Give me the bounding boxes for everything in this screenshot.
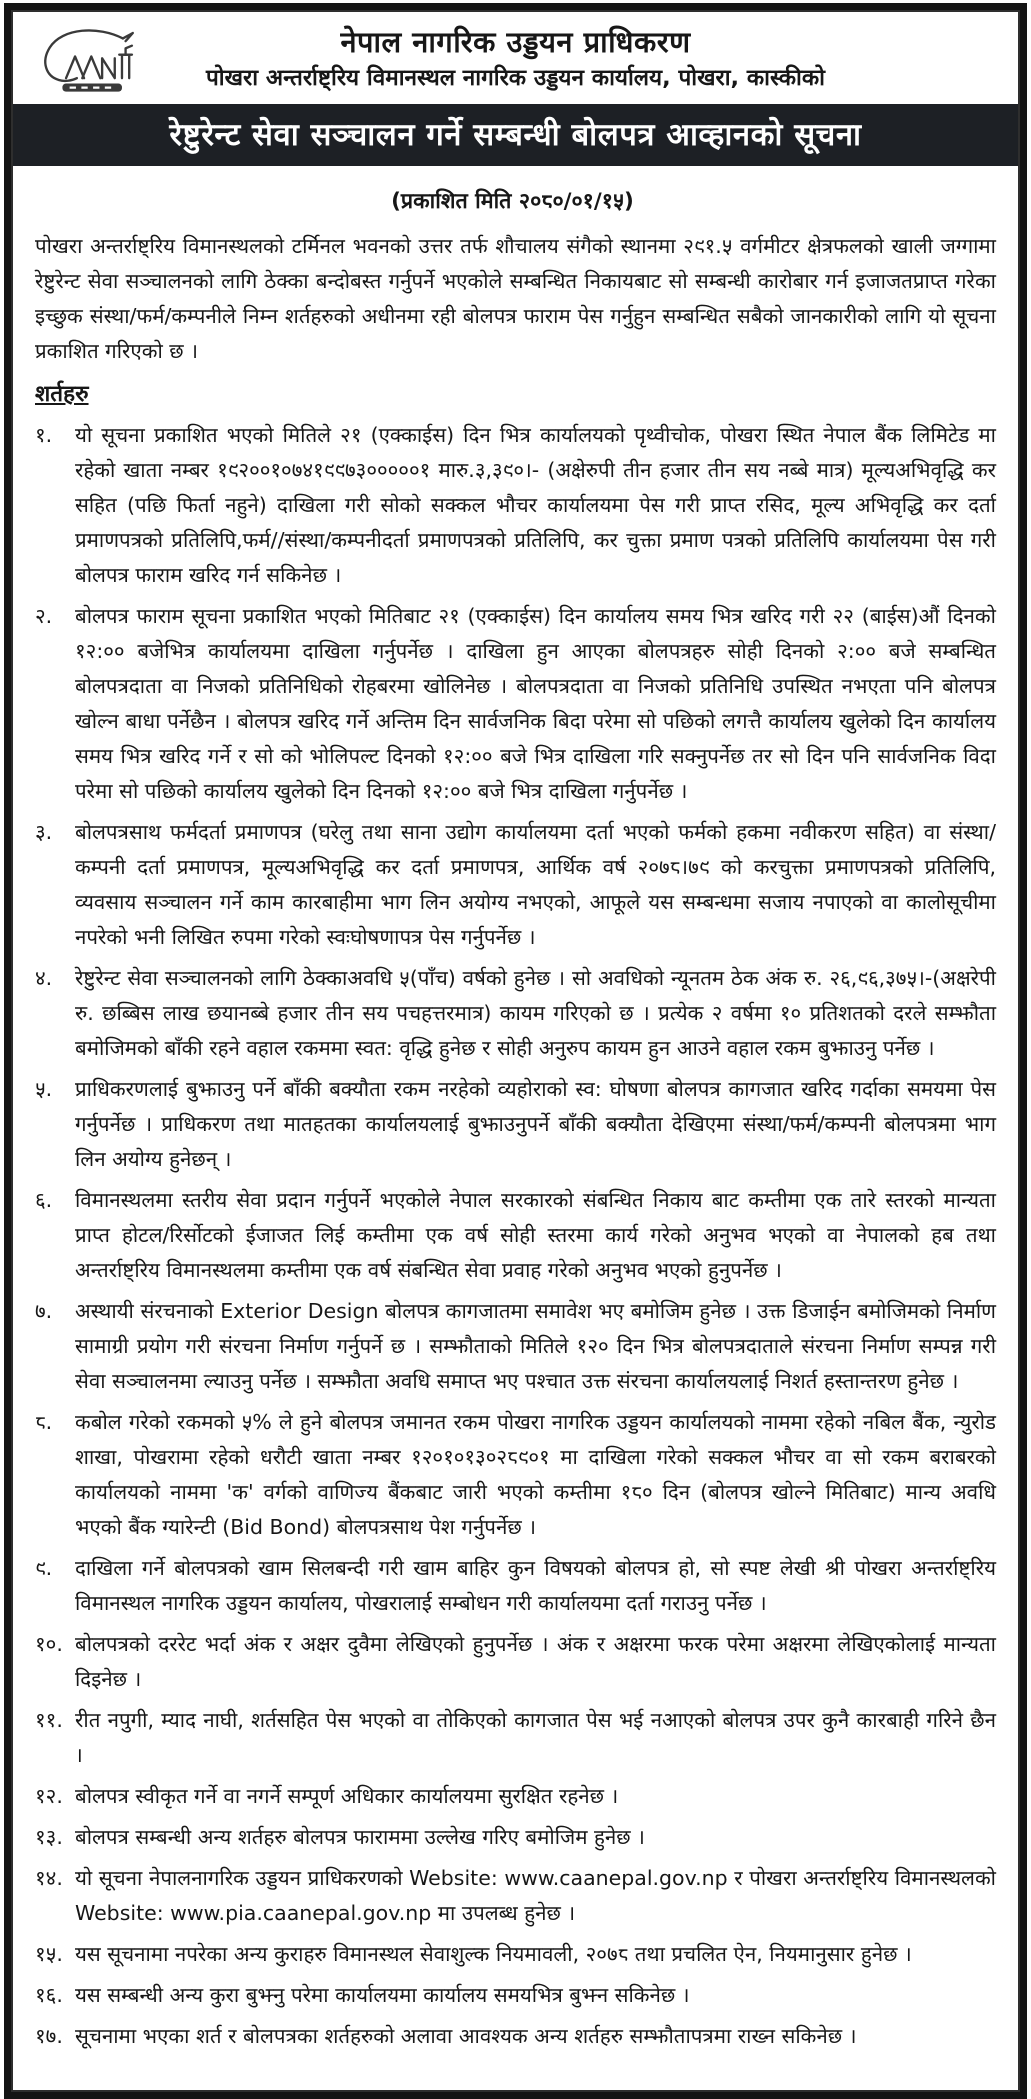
condition-text: यो सूचना प्रकाशित भएको मितिले २१ (एक्काईस) दिन भित्र कार्यालयको पृथ्वीचोक, पोखरा स्थित नेपाल बैंक लिमिटेड मा रहेको खाता नम्बर १९२००१०७४१९९७३०००००१ मारु.३,३९०।- (अक्षेरुपी तीन हजार तीन सय नब्बे मात्र) मूल्यअभिवृद्धि कर सहित (पछि फिर्ता नहुने) दाखिला गरी सोको सक्कल भौचर कार्यालयमा पेस गरी प्राप्त रसिद, मूल्य अभिवृद्धि कर दर्ता प्रमाणपत्रको प्रतिलिपि,फर्म//संस्था/कम्पनीदर्ता प्रमाणपत्रको प्रतिलिपि, कर चुक्ता प्रमाण पत्रको प्रतिलिपि कार्यालयमा पेस गरी बोलपत्र फाराम खरिद गर्न सकिनेछ । bbox=[75, 422, 996, 587]
intro-paragraph: पोखरा अन्तर्राष्ट्रिय विमानस्थलको टर्मिनल भवनको उत्तर तर्फ शौचालय संगैको स्थानमा २९१.५ वर्गमीटर क्षेत्रफलको खाली जग्गामा रेष्टुरेन्ट सेवा सञ्चालनको लागि ठेक्का बन्दोबस्त गर्नुपर्ने भएकोले सम्बन्धित निकायबाट सो सम्बन्धी कारोबार गर्न इजाजतप्राप्त गरेका इच्छुक संस्था/फर्म/कम्पनीले निम्न शर्तहरुको अधीनमा रही बोलपत्र फाराम पेस गर्नुहुन सम्बन्धित सबैको जानकारीको लागि यो सूचना प्रकाशित गरिएको छ । bbox=[35, 233, 996, 363]
condition-text: बोलपत्र स्वीकृत गर्ने वा नगर्ने सम्पूर्ण अधिकार कार्यालयमा सुरक्षित रहनेछ । bbox=[75, 1783, 619, 1808]
condition-text: बोलपत्र सम्बन्धी अन्य शर्तहरु बोलपत्र फाराममा उल्लेख गरिए बमोजिम हुनेछ । bbox=[75, 1824, 645, 1849]
condition-text: कबोल गरेको रकमको ५% ले हुने बोलपत्र जमानत रकम पोखरा नागरिक उड्डयन कार्यालयको नाममा रहेको नबिल बैंक, न्युरोड शाखा, पोखरामा रहेको धरौटी खाता नम्बर १२०१०१३०२८९०१ मा दाखिला गरेको सक्कल भौचर वा सो रकम बराबरको कार्यालयको नाममा 'क' वर्गको वाणिज्य बैंकबाट जारी भएको कम्तीमा १८० दिन (बोलपत्र खोल्ने मितिबाट) मान्य अवधि भएको बैंक ग्यारेन्टी (Bid Bond) बोलपत्रसाथ पेश गर्नुपर्नेछ । bbox=[75, 1409, 996, 1539]
condition-item bbox=[35, 599, 996, 809]
condition-number: १३. bbox=[35, 1824, 63, 1849]
condition-number: ८. bbox=[35, 1409, 53, 1434]
condition-item bbox=[35, 1183, 996, 1288]
condition-number: ३. bbox=[35, 819, 53, 844]
notice-inner-frame bbox=[11, 10, 1020, 2092]
condition-text: बोलपत्रको दररेट भर्दा अंक र अक्षर दुवैमा लेखिएको हुनुपर्नेछ । अंक र अक्षरमा फरक परेमा अक्षरमा लेखिएकोलाई मान्यता दिइनेछ । bbox=[75, 1631, 996, 1691]
condition-item bbox=[35, 1072, 996, 1177]
organization-name: नेपाल नागरिक उड्डयन प्राधिकरण bbox=[340, 25, 691, 59]
condition-text: रेष्टुरेन्ट सेवा सञ्चालनको लागि ठेक्काअवधि ५(पाँच) वर्षको हुनेछ । सो अवधिको न्यूनतम ठेक अंक रु. २६,९६,३७५।-(अक्षरेपी रु. छब्बिस लाख छयानब्बे हजार तीन सय पचहत्तरमात्र) कायम गरिएको छ । प्रत्येक २ वर्षमा १० प्रतिशतको दरले सम्झौता बमोजिमको बाँकी रहने वहाल रकममा स्वत: वृद्धि हुनेछ र सोही अनुरुप कायम हुन आउने वहाल रकम बुझाउनु पर्नेछ । bbox=[75, 965, 996, 1060]
condition-number: २. bbox=[35, 603, 53, 628]
condition-number: १. bbox=[35, 422, 53, 447]
condition-number: ६. bbox=[35, 1187, 53, 1212]
condition-number: १४. bbox=[35, 1865, 63, 1890]
condition-item bbox=[35, 1978, 996, 2013]
conditions-list bbox=[29, 418, 996, 2054]
published-date: (प्रकाशित मिति २०८०/०१/१५) bbox=[391, 188, 634, 214]
condition-text: दाखिला गर्ने बोलपत्रको खाम सिलबन्दी गरी खाम बाहिर कुन विषयको बोलपत्र हो, सो स्पष्ट लेखी श्री पोखरा अन्तर्राष्ट्रिय विमानस्थल नागरिक उड्डयन कार्यालय, पोखरालाई सम्बोधन गरी कार्यालयमा दर्ता गराउनु पर्नेछ । bbox=[75, 1555, 996, 1615]
notice-title: रेष्टुरेन्ट सेवा सञ्चालन गर्ने सम्बन्धी बोलपत्र आव्हानको सूचना bbox=[169, 116, 862, 153]
condition-item bbox=[35, 2019, 996, 2054]
condition-text: यस सम्बन्धी अन्य कुरा बुझ्नु परेमा कार्यालयमा कार्यालय समयभित्र बुझ्न सकिनेछ । bbox=[75, 1982, 690, 2007]
condition-number: १०. bbox=[35, 1631, 63, 1656]
condition-item bbox=[35, 1937, 996, 1972]
condition-text: बोलपत्रसाथ फर्मदर्ता प्रमाणपत्र (घरेलु तथा साना उद्योग कार्यालयमा दर्ता भएको फर्मको हकमा नवीकरण सहित) वा संस्था/कम्पनी दर्ता प्रमाणपत्र, मूल्यअभिवृद्धि कर दर्ता प्रमाणपत्र, आर्थिक वर्ष २०७८।७९ को करचुक्ता प्रमाणपत्रको प्रतिलिपि, व्यवसाय सञ्चालन गर्ने काम कारबाहीमा भाग लिन अयोग्य नभएको, आफूले यस सम्बन्धमा सजाय नपाएको वा कालोसूचीमा नपरेको भनी लिखित रुपमा गरेको स्वःघोषणापत्र पेस गर्नुपर्नेछ । bbox=[75, 819, 996, 949]
letterhead bbox=[13, 12, 1018, 104]
conditions-heading: शर्तहरु bbox=[35, 380, 89, 407]
caan-logo-graphic bbox=[35, 24, 153, 98]
condition-item bbox=[35, 1820, 996, 1855]
condition-number: ५. bbox=[35, 1076, 53, 1101]
caan-logo bbox=[35, 24, 153, 98]
header-titles bbox=[33, 24, 998, 94]
condition-number: १५. bbox=[35, 1941, 63, 1966]
condition-text: यो सूचना नेपालनागरिक उड्डयन प्राधिकरणको Website: www.caanepal.gov.np र पोखरा अन्तर्राष्ट्रिय विमानस्थलको Website: www.pia.caanepal.gov.np मा उपलब्ध हुनेछ । bbox=[75, 1865, 996, 1925]
condition-item bbox=[35, 1405, 996, 1545]
condition-text: यस सूचनामा नपरेका अन्य कुराहरु विमानस्थल सेवाशुल्क नियमावली, २०७८ तथा प्रचलित ऐन, नियमानुसार हुनेछ । bbox=[75, 1941, 912, 1966]
notice-body bbox=[13, 166, 1018, 2090]
condition-text: बोलपत्र फाराम सूचना प्रकाशित भएको मितिबाट २१ (एक्काईस) दिन कार्यालय समय भित्र खरिद गरी २२ (बाईस)औं दिनको १२:०० बजेभित्र कार्यालयमा दाखिला गर्नुपर्नेछ । दाखिला हुन आएका बोलपत्रहरु सोही दिनको २:०० बजे सम्बन्धित बोलपत्रदाता वा निजको प्रतिनिधिको रोहबरमा खोलिनेछ । बोलपत्रदाता वा निजको प्रतिनिधि उपस्थित नभएता पनि बोलपत्र खोल्न बाधा पर्नेछैन । बोलपत्र खरिद गर्ने अन्तिम दिन सार्वजनिक बिदा परेमा सो पछिको लगत्तै कार्यालय खुलेको दिन कार्यालय समय भित्र खरिद गर्ने र सो को भोलिपल्ट दिनको १२:०० बजे भित्र दाखिला गरि सक्नुपर्नेछ तर सो दिन पनि सार्वजनिक विदा परेमा सो पछिको कार्यालय खुलेको दिन दिनको १२:०० बजे भित्र दाखिला गर्नुपर्नेछ । bbox=[75, 603, 996, 803]
condition-item bbox=[35, 1627, 996, 1697]
condition-item bbox=[35, 815, 996, 955]
condition-number: ११. bbox=[35, 1707, 63, 1732]
condition-text: विमानस्थलमा स्तरीय सेवा प्रदान गर्नुपर्ने भएकोले नेपाल सरकारको संबन्धित निकाय बाट कम्तीमा एक तारे स्तरको मान्यता प्राप्त होटल/रिर्सोटको ईजाजत लिई कम्तीमा एक वर्ष सोही स्तरमा कार्य गरेको अनुभव भएको वा नेपालको हब तथा अन्तर्राष्ट्रिय विमानस्थलमा कम्तीमा एक वर्ष संबन्धित सेवा प्रवाह गरेको अनुभव भएको हुनुपर्नेछ । bbox=[75, 1187, 996, 1282]
condition-item bbox=[35, 418, 996, 593]
notice-title-banner bbox=[13, 104, 1018, 166]
condition-number: १६. bbox=[35, 1982, 63, 2007]
condition-item bbox=[35, 1294, 996, 1399]
notice-sheet bbox=[4, 3, 1027, 2099]
condition-item bbox=[35, 1703, 996, 1773]
condition-item bbox=[35, 1551, 996, 1621]
condition-number: १२. bbox=[35, 1783, 63, 1808]
condition-number: ९. bbox=[35, 1555, 53, 1580]
condition-item bbox=[35, 1861, 996, 1931]
condition-number: ४. bbox=[35, 965, 53, 990]
condition-item bbox=[35, 961, 996, 1066]
condition-text: प्राधिकरणलाई बुझाउनु पर्ने बाँकी बक्यौता रकम नरहेको व्यहोराको स्व: घोषणा बोलपत्र कागजात खरिद गर्दाका समयमा पेस गर्नुपर्नेछ । प्राधिकरण तथा मातहतका कार्यालयलाई बुझाउनुपर्ने बाँकी बक्यौता देखिएमा संस्था/फर्म/कम्पनी बोलपत्रमा भाग लिन अयोग्य हुनेछन् । bbox=[75, 1076, 996, 1171]
condition-item bbox=[35, 1779, 996, 1814]
condition-text: अस्थायी संरचनाको Exterior Design बोलपत्र कागजातमा समावेश भए बमोजिम हुनेछ । उक्त डिजाईन बमोजिमको निर्माण सामाग्री प्रयोग गरी संरचना निर्माण गर्नुपर्ने छ । सम्झौताको मितिले १२० दिन भित्र बोलपत्रदाताले संरचना निर्माण सम्पन्न गरी सेवा सञ्चालनमा ल्याउनु पर्नेछ । सम्झौता अवधि समाप्त भए पश्चात उक्त संरचना कार्यालयलाई निशर्त हस्तान्तरण हुनेछ । bbox=[75, 1298, 996, 1393]
condition-number: १७. bbox=[35, 2023, 63, 2048]
condition-text: सूचनामा भएका शर्त र बोलपत्रका शर्तहरुको अलावा आवश्यक अन्य शर्तहरु सम्झौतापत्रमा राख्न सकिनेछ । bbox=[75, 2023, 857, 2048]
office-name: पोखरा अन्तर्राष्ट्रिय विमानस्थल नागरिक उड्डयन कार्यालय, पोखरा, कास्कीको bbox=[206, 65, 825, 92]
condition-number: ७. bbox=[35, 1298, 53, 1323]
condition-text: रीत नपुगी, म्याद नाघी, शर्तसहित पेस भएको वा तोकिएको कागजात पेस भई नआएको बोलपत्र उपर कुनै कारबाही गरिने छैन । bbox=[75, 1707, 996, 1767]
